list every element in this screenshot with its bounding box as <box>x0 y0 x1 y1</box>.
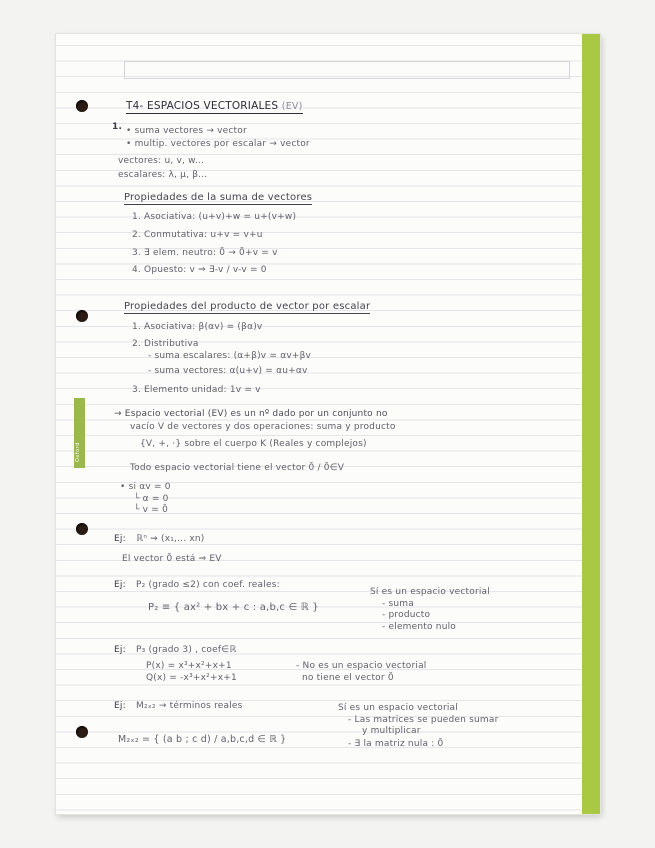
section-heading-product: Propiedades del producto de vector por escalar <box>124 301 371 312</box>
example-label: Ej: <box>114 701 126 711</box>
notebook-page <box>56 34 600 814</box>
property-item: 1. Asociativa: (u+v)+w = u+(v+w) <box>132 212 297 222</box>
punch-hole <box>76 726 88 738</box>
definition-line: └ v = 0̄ <box>134 505 168 515</box>
example-note: Sí es un espacio vectorial <box>370 587 490 597</box>
example-line: P(x) = x³+x²+x+1 <box>146 661 232 671</box>
example-line: Q(x) = -x³+x²+x+1 <box>146 673 237 683</box>
punch-hole <box>76 523 88 535</box>
example-note: - producto <box>382 610 431 620</box>
property-item: 1. Asociativa: β(αv) = (βα)v <box>132 322 263 332</box>
definition-line: {V, +, ·} sobre el cuerpo K (Reales y complejos) <box>140 439 367 449</box>
property-item: 2. Conmutativa: u+v = v+u <box>132 230 263 240</box>
example-line: P₂ (grado ≤2) con coef. reales: <box>136 580 280 590</box>
definition-line: vacío V de vectores y dos operaciones: suma y producto <box>130 422 396 432</box>
property-subitem: - suma escalares: (α+β)v = αv+βv <box>148 351 312 361</box>
property-item: 3. ∃ elem. neutro: 0̄ → 0̄+v = v <box>132 248 278 258</box>
punch-hole <box>76 310 88 322</box>
example-line: ℝⁿ ⇝ (x₁,... xn) <box>136 534 205 544</box>
example-note: y multiplicar <box>362 726 421 736</box>
section-heading-sum: Propiedades de la suma de vectores <box>124 192 313 203</box>
definition-line: └ α = 0 <box>134 494 169 504</box>
definition-line: Todo espacio vectorial tiene el vector 0̄ / 0̄∈V <box>130 463 345 473</box>
example-line: P₂ ≡ { ax² + bx + c : a,b,c ∈ ℝ } <box>148 602 319 613</box>
intro-line: • multip. vectores por escalar → vector <box>126 139 310 149</box>
example-line: P₃ (grado 3) , coef∈ℝ <box>136 645 237 655</box>
intro-number: 1. <box>112 122 123 132</box>
example-note: no tiene el vector 0̄ <box>302 673 394 683</box>
example-label: Ej: <box>114 580 126 590</box>
intro-scalars: escalares: λ, μ, β... <box>118 170 208 180</box>
example-line: M₂ₓ₂ → términos reales <box>136 701 243 711</box>
example-note: - suma <box>382 599 414 609</box>
example-note: - Las matrices se pueden sumar <box>348 715 499 725</box>
example-note: - ∃ la matriz nula : 0̄ <box>348 739 444 749</box>
example-note: - No es un espacio vectorial <box>296 661 427 671</box>
example-note: Sí es un espacio vectorial <box>338 703 458 713</box>
green-margin-strip <box>582 34 600 814</box>
example-line: El vector 0̄ está ⇒ EV <box>122 554 222 564</box>
example-line: M₂ₓ₂ = { (a b ; c d) / a,b,c,d ∈ ℝ } <box>118 734 287 745</box>
property-subitem: - suma vectores: α(u+v) = αu+αv <box>148 366 308 376</box>
intro-vectors: vectores: u, v, w... <box>118 156 205 166</box>
definition-line: • si αv = 0 <box>120 482 171 492</box>
page-title: T4- ESPACIOS VECTORIALES (EV) <box>126 100 303 112</box>
header-box <box>124 61 570 79</box>
binder-tab-label: Oxford <box>75 442 81 462</box>
intro-line: • suma vectores → vector <box>126 126 247 136</box>
example-note: - elemento nulo <box>382 622 457 632</box>
title-abbreviation: (EV) <box>281 101 303 112</box>
example-label: Ej: <box>114 534 126 544</box>
example-label: Ej: <box>114 645 126 655</box>
property-item: 4. Opuesto: v ⇒ ∃-v / v-v = 0 <box>132 265 267 275</box>
property-item: 2. Distributiva <box>132 339 199 349</box>
definition-line: → Espacio vectorial (EV) es un nº dado por un conjunto no <box>114 409 388 419</box>
property-item: 3. Elemento unidad: 1v = v <box>132 385 261 395</box>
punch-hole <box>76 100 88 112</box>
